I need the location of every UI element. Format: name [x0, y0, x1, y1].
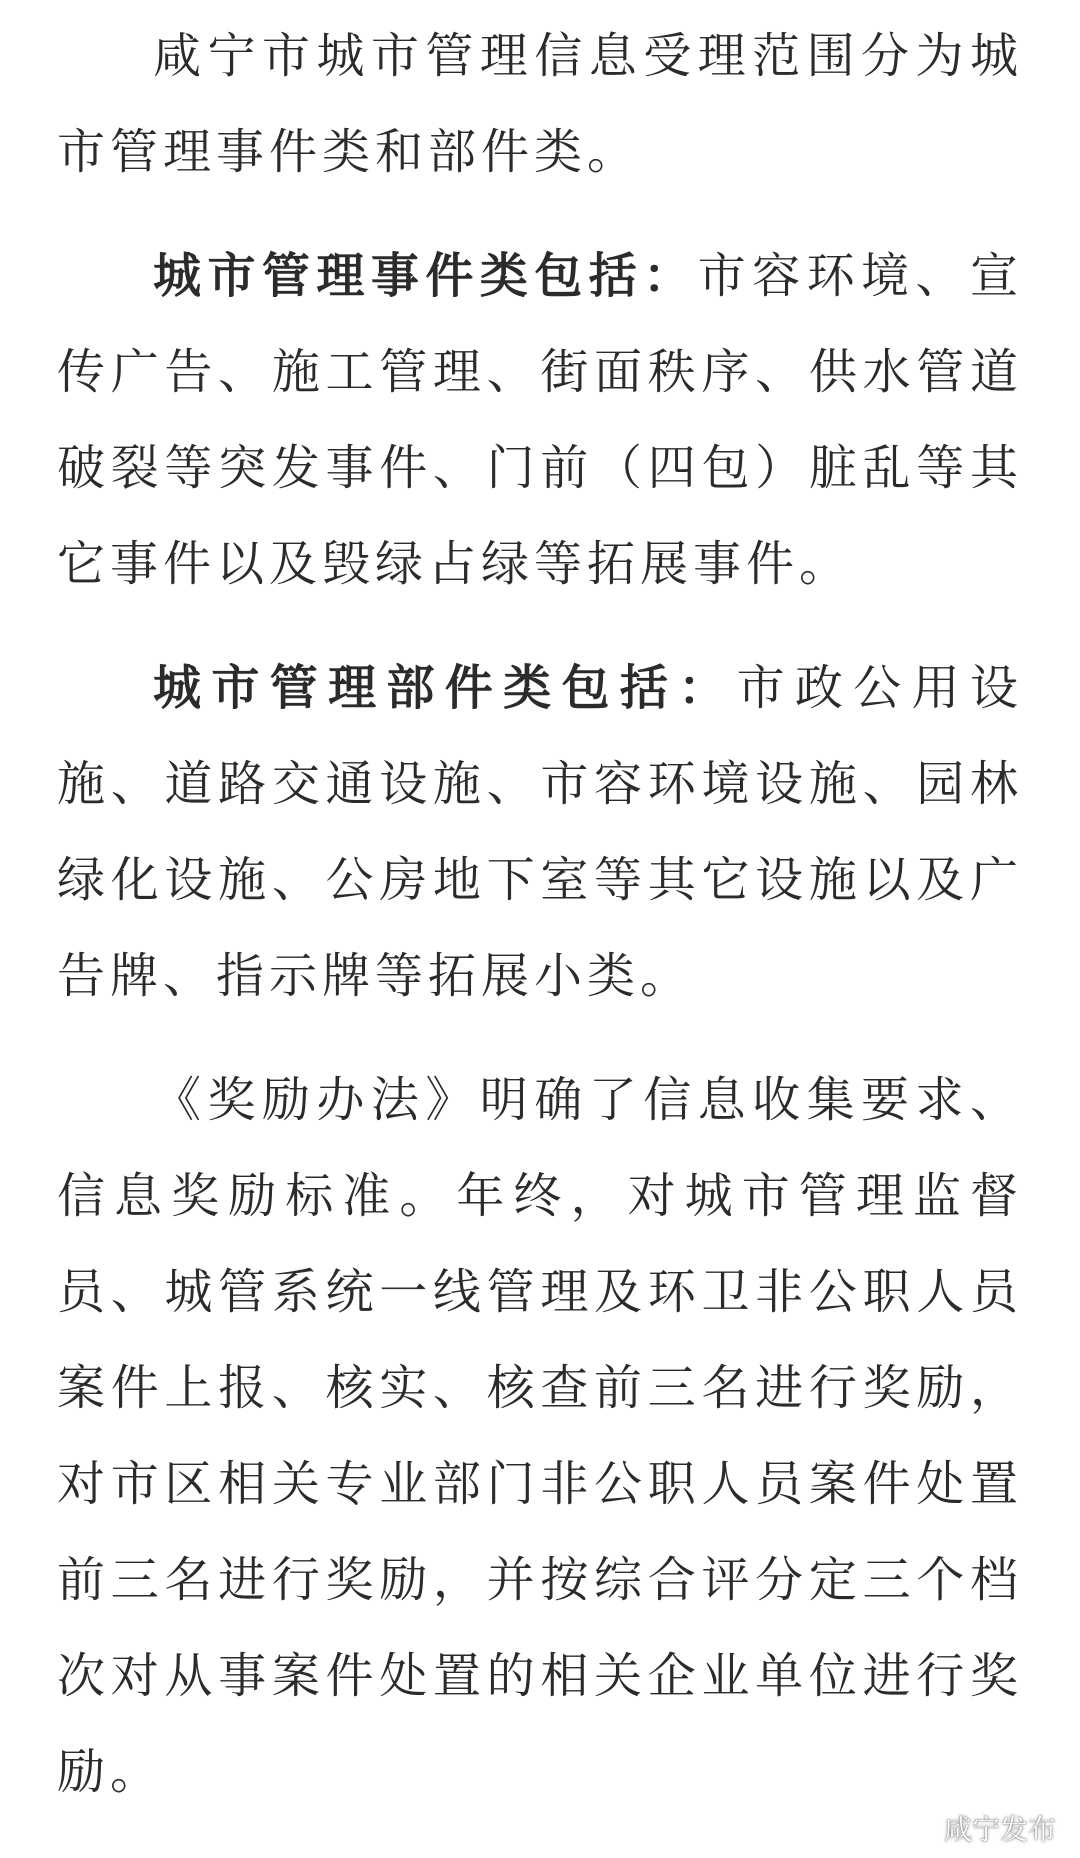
event-category-body: 市容环境、宣传广告、施工管理、街面秩序、供水管道破裂等突发事件、门前（四包）脏乱等其它事件以及毁绿占绿等拓展事件。	[57, 248, 1023, 592]
watermark-label: 咸宁发布	[943, 1813, 1056, 1846]
component-category-body: 市政公用设施、道路交通设施、市容环境设施、园林绿化设施、公房地下室等其它设施以及广告牌、指示牌等拓展小类。	[57, 660, 1023, 1004]
reward-measures-text: 《奖励办法》明确了信息收集要求、信息奖励标准。年终，对城市管理监督员、城管系统一线管理及环卫非公职人员案件上报、核实、核查前三名进行奖励，对市区相关专业部门非公职人员案件处置前三名进行奖励，并按综合评分定三个档次对从事案件处置的相关企业单位进行奖励。	[57, 1072, 1023, 1800]
article-body	[57, 8, 1023, 1848]
paragraph-event-category	[57, 228, 1023, 612]
watermark	[900, 1808, 1056, 1848]
component-category-lead: 城市管理部件类包括：	[153, 660, 737, 716]
paragraph-reward-measures	[57, 1052, 1023, 1820]
paragraph-component-category	[57, 640, 1023, 1024]
event-category-lead: 城市管理事件类包括：	[153, 248, 698, 304]
wechat-icon	[900, 1813, 936, 1843]
paragraph-scope-text: 咸宁市城市管理信息受理范围分为城市管理事件类和部件类。	[57, 28, 1023, 180]
paragraph-scope	[57, 8, 1023, 200]
